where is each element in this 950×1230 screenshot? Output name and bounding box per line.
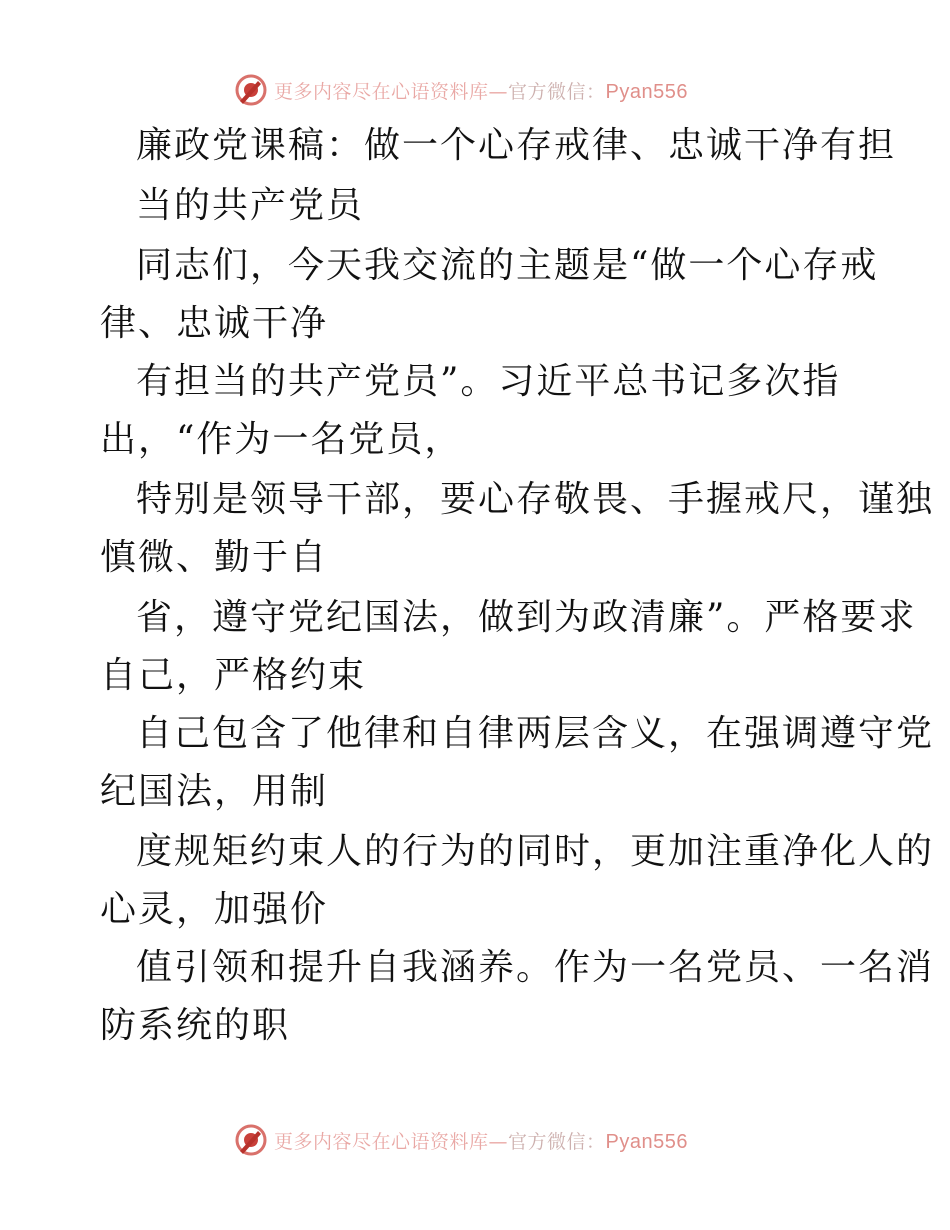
doc-line-9: 省，遵守党纪国法，做到为政清廉”。严格要求 — [136, 597, 917, 638]
doc-line-14: 心灵，加强价 — [100, 889, 329, 930]
doc-line-5: 有担当的共产党员”。习近平总书记多次指 — [136, 361, 841, 402]
footer-banner — [234, 1122, 688, 1158]
doc-line-2: 当的共产党员 — [136, 185, 365, 226]
doc-line-8: 慎微、勤于自 — [100, 537, 329, 578]
doc-line-1: 廉政党课稿：做一个心存戒律、忠诚干净有担 — [136, 125, 897, 166]
doc-line-6: 出，“作为一名党员， — [100, 419, 463, 460]
pen-logo-icon — [234, 73, 268, 107]
header-banner-text: 更多内容尽在心语资料库—官方微信：Pyan556 — [274, 80, 688, 103]
doc-line-11: 自己包含了他律和自律两层含义，在强调遵守党 — [136, 713, 935, 754]
doc-line-3: 同志们，今天我交流的主题是“做一个心存戒 — [136, 245, 879, 286]
footer-banner-text: 更多内容尽在心语资料库—官方微信：Pyan556 — [274, 1130, 688, 1153]
doc-line-12: 纪国法，用制 — [100, 771, 329, 812]
doc-line-10: 自己，严格约束 — [100, 655, 367, 696]
doc-line-4: 律、忠诚干净 — [100, 303, 329, 344]
doc-line-15: 值引领和提升自我涵养。作为一名党员、一名消 — [136, 947, 935, 988]
doc-line-7: 特别是领导干部，要心存敬畏、手握戒尺，谨独 — [136, 479, 935, 520]
header-banner — [234, 72, 688, 108]
doc-line-13: 度规矩约束人的行为的同时，更加注重净化人的 — [136, 831, 935, 872]
doc-line-16: 防系统的职 — [100, 1005, 291, 1046]
pen-logo-icon — [234, 1123, 268, 1157]
